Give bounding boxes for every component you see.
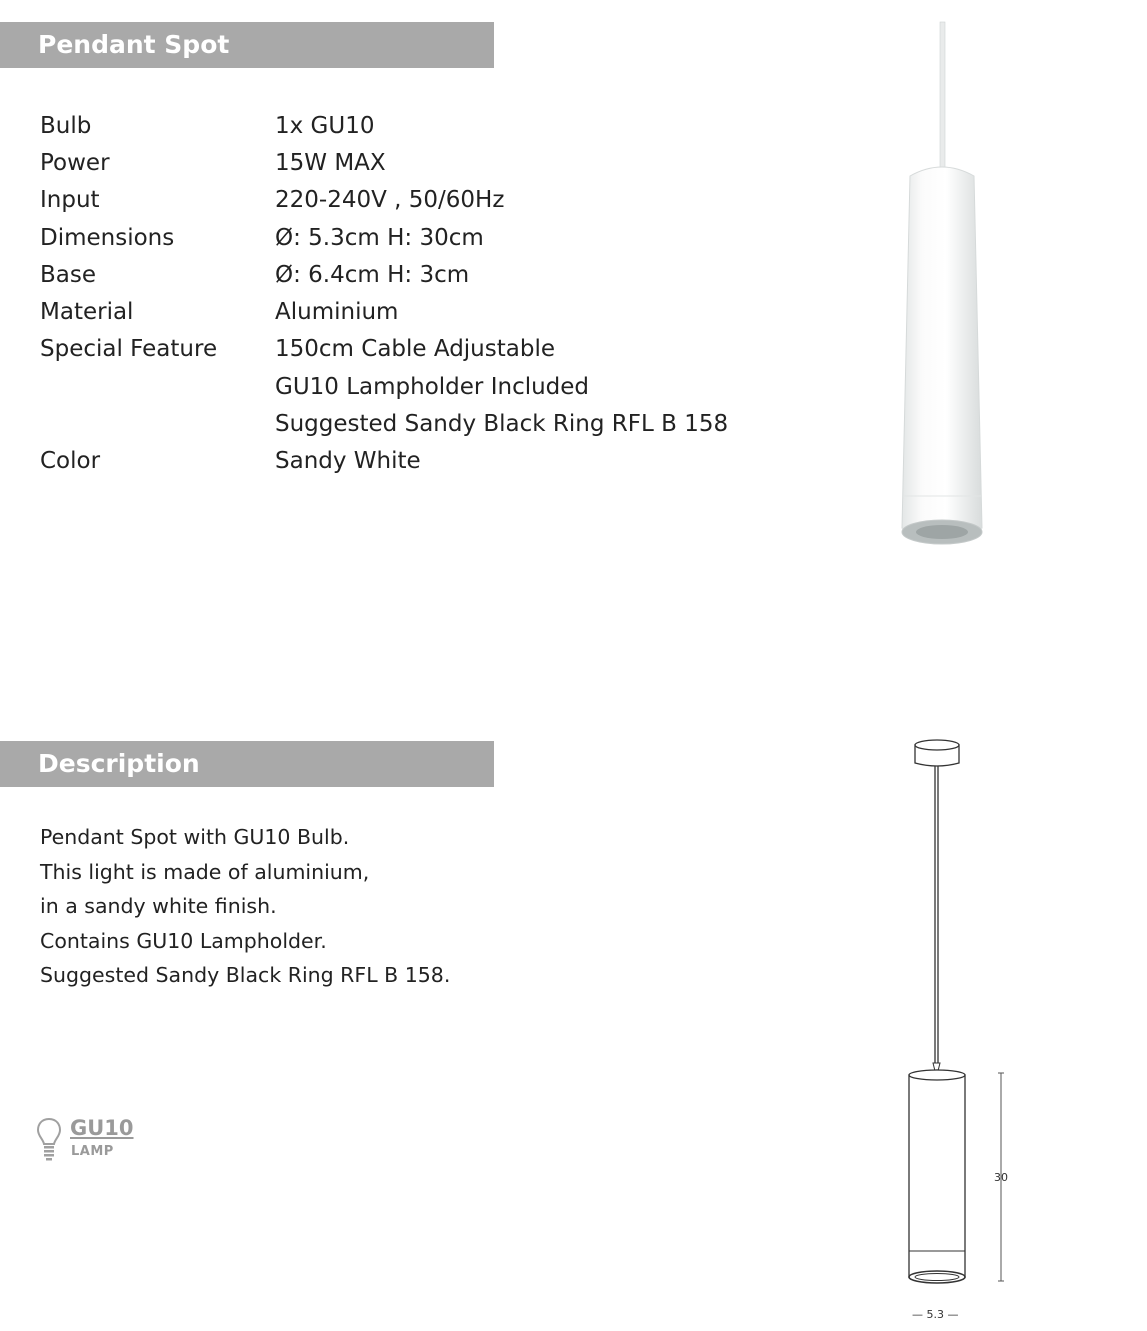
drawing-tube	[909, 1070, 965, 1277]
spec-row	[40, 144, 728, 181]
spec-row	[40, 107, 728, 144]
spec-label: Material	[40, 299, 134, 326]
photo-cable	[940, 22, 945, 172]
spec-section-title: Pendant Spot	[38, 30, 230, 59]
spec-row	[40, 219, 728, 256]
width-dimension-label: — 5.3 —	[912, 1308, 959, 1321]
spec-row	[40, 293, 728, 330]
spec-value: Sandy White	[275, 448, 421, 475]
spec-label: Special Feature	[40, 336, 218, 363]
spec-row	[40, 405, 728, 442]
spec-value: 1x GU10	[275, 112, 375, 139]
badge-sub-text: LAMP	[71, 1144, 114, 1159]
description-text	[40, 820, 450, 993]
spec-value: 220-240V , 50/60Hz	[275, 187, 505, 214]
photo-tube	[902, 167, 982, 537]
spec-row	[40, 256, 728, 293]
spec-row	[40, 443, 728, 480]
spec-section-header	[0, 22, 494, 68]
spec-label: Color	[40, 448, 101, 475]
spec-table	[40, 107, 728, 480]
spec-label: Base	[40, 261, 97, 288]
spec-value: 150cm Cable Adjustable	[275, 336, 555, 363]
spec-value: Ø: 5.3cm H: 30cm	[275, 224, 484, 251]
spec-value: Suggested Sandy Black Ring RFL B 158	[275, 411, 729, 438]
description-section-title: Description	[38, 749, 200, 778]
description-line: This light is made of aluminium,	[40, 859, 370, 884]
product-photo	[890, 18, 1000, 558]
spec-row	[40, 182, 728, 219]
description-section-header	[0, 741, 494, 787]
spec-value: 15W MAX	[275, 149, 386, 176]
spec-label	[40, 405, 275, 442]
gu10-lamp-badge	[36, 1116, 136, 1164]
spec-label: Power	[40, 149, 110, 176]
spec-label: Dimensions	[40, 224, 175, 251]
drawing-ring	[909, 1271, 965, 1283]
description-line: Contains GU10 Lampholder.	[40, 928, 327, 953]
badge-main-text: GU10	[70, 1116, 134, 1140]
spec-label: Input	[40, 187, 100, 214]
height-dimension-label: 30	[994, 1171, 1008, 1184]
spec-label: Bulb	[40, 112, 92, 139]
spec-value: GU10 Lampholder Included	[275, 373, 590, 400]
spec-label	[40, 368, 275, 405]
bulb-icon	[36, 1116, 62, 1162]
spec-row	[40, 368, 728, 405]
description-line: Pendant Spot with GU10 Bulb.	[40, 825, 350, 849]
technical-drawing	[890, 735, 1020, 1331]
description-line: in a sandy white finish.	[40, 894, 277, 918]
spec-value: Aluminium	[275, 299, 399, 326]
spec-value: Ø: 6.4cm H: 3cm	[275, 261, 470, 288]
spec-row	[40, 331, 728, 368]
description-line: Suggested Sandy Black Ring RFL B 158.	[40, 963, 451, 987]
